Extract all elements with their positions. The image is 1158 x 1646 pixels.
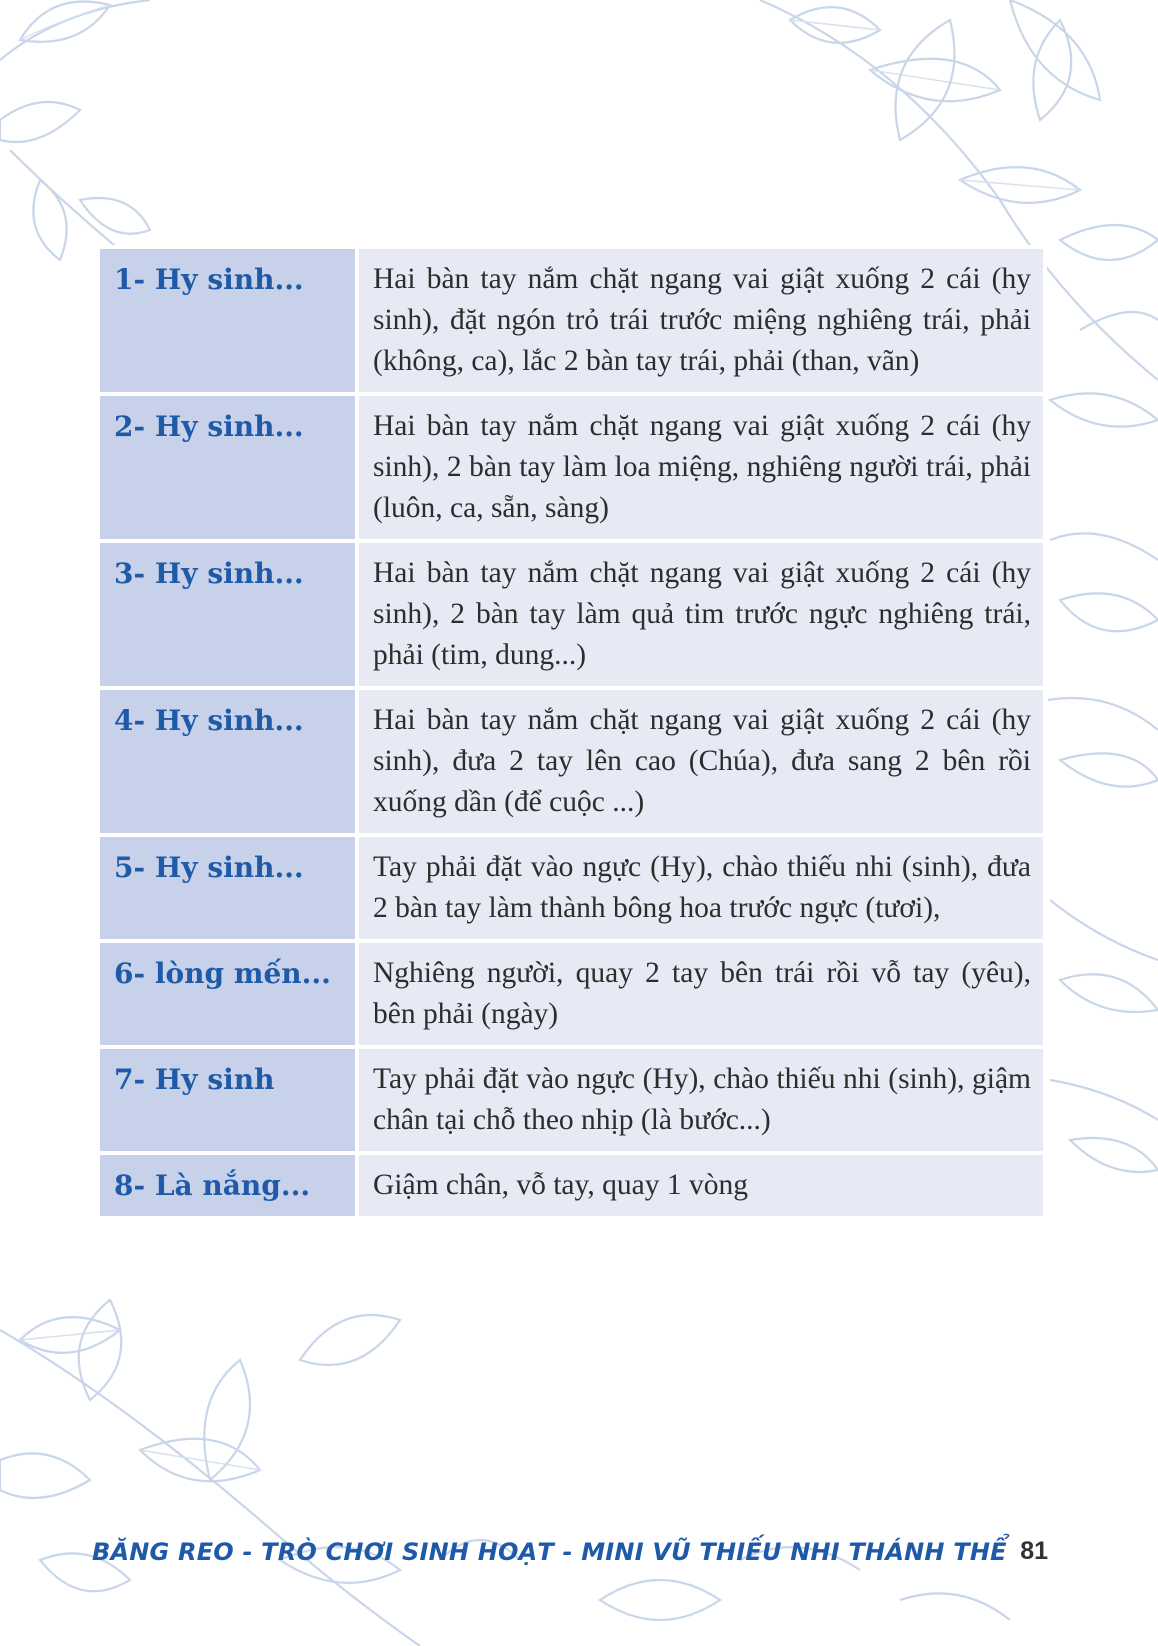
motion-description-cell: Hai bàn tay nắm chặt ngang vai giật xuống 2 cái (hy sinh), đặt ngón trỏ trái trước miệng nghiêng trái, phải (không, ca), lắc 2 bàn tay trái, phải (than, vãn) xyxy=(357,247,1045,394)
motion-description-cell: Tay phải đặt vào ngực (Hy), chào thiếu nhi (sinh), giậm chân tại chỗ theo nhịp (là bước...) xyxy=(357,1047,1045,1153)
motion-description-cell: Nghiêng người, quay 2 tay bên trái rồi vỗ tay (yêu), bên phải (ngày) xyxy=(357,941,1045,1047)
song-lyric-cell: 6- lòng mến... xyxy=(98,941,357,1047)
table-row xyxy=(98,394,1045,541)
motions-table xyxy=(96,245,1047,1220)
motion-description-cell: Giậm chân, vỗ tay, quay 1 vòng xyxy=(357,1153,1045,1218)
leaf-icon xyxy=(1048,533,1158,1172)
table-row xyxy=(98,835,1045,941)
table-row xyxy=(98,247,1045,394)
table-row xyxy=(98,688,1045,835)
table-row xyxy=(98,941,1045,1047)
song-lyric-cell: 5- Hy sinh... xyxy=(98,835,357,941)
song-lyric-cell: 7- Hy sinh xyxy=(98,1047,357,1153)
song-lyric-cell: 3- Hy sinh... xyxy=(98,541,357,688)
motion-description-cell: Hai bàn tay nắm chặt ngang vai giật xuống 2 cái (hy sinh), đưa 2 tay lên cao (Chúa), đưa sang 2 bên rồi xuống dần (để cuộc ...) xyxy=(357,688,1045,835)
table-row xyxy=(98,541,1045,688)
song-lyric-cell: 4- Hy sinh... xyxy=(98,688,357,835)
motion-description-cell: Tay phải đặt vào ngực (Hy), chào thiếu nhi (sinh), đưa 2 bàn tay làm thành bông hoa trước ngực (tươi), xyxy=(357,835,1045,941)
page-footer xyxy=(92,1537,1048,1566)
leaf-icon xyxy=(0,0,150,260)
motion-description-cell: Hai bàn tay nắm chặt ngang vai giật xuống 2 cái (hy sinh), 2 bàn tay làm loa miệng, nghiêng người trái, phải (luôn, ca, sẵn, sàng) xyxy=(357,394,1045,541)
table-row xyxy=(98,1153,1045,1218)
song-lyric-cell: 1- Hy sinh... xyxy=(98,247,357,394)
book-title: BĂNG REO - TRÒ CHƠI SINH HOẠT - MINI VŨ THIẾU NHI THÁNH THỂ xyxy=(92,1537,1007,1566)
leaf-icon xyxy=(0,1300,1010,1646)
table-row xyxy=(98,1047,1045,1153)
song-lyric-cell: 8- Là nắng... xyxy=(98,1153,357,1218)
page-number: 81 xyxy=(1020,1537,1048,1565)
motion-description-cell: Hai bàn tay nắm chặt ngang vai giật xuống 2 cái (hy sinh), 2 bàn tay làm quả tim trước ngực nghiêng trái, phải (tim, dung...) xyxy=(357,541,1045,688)
song-lyric-cell: 2- Hy sinh... xyxy=(98,394,357,541)
